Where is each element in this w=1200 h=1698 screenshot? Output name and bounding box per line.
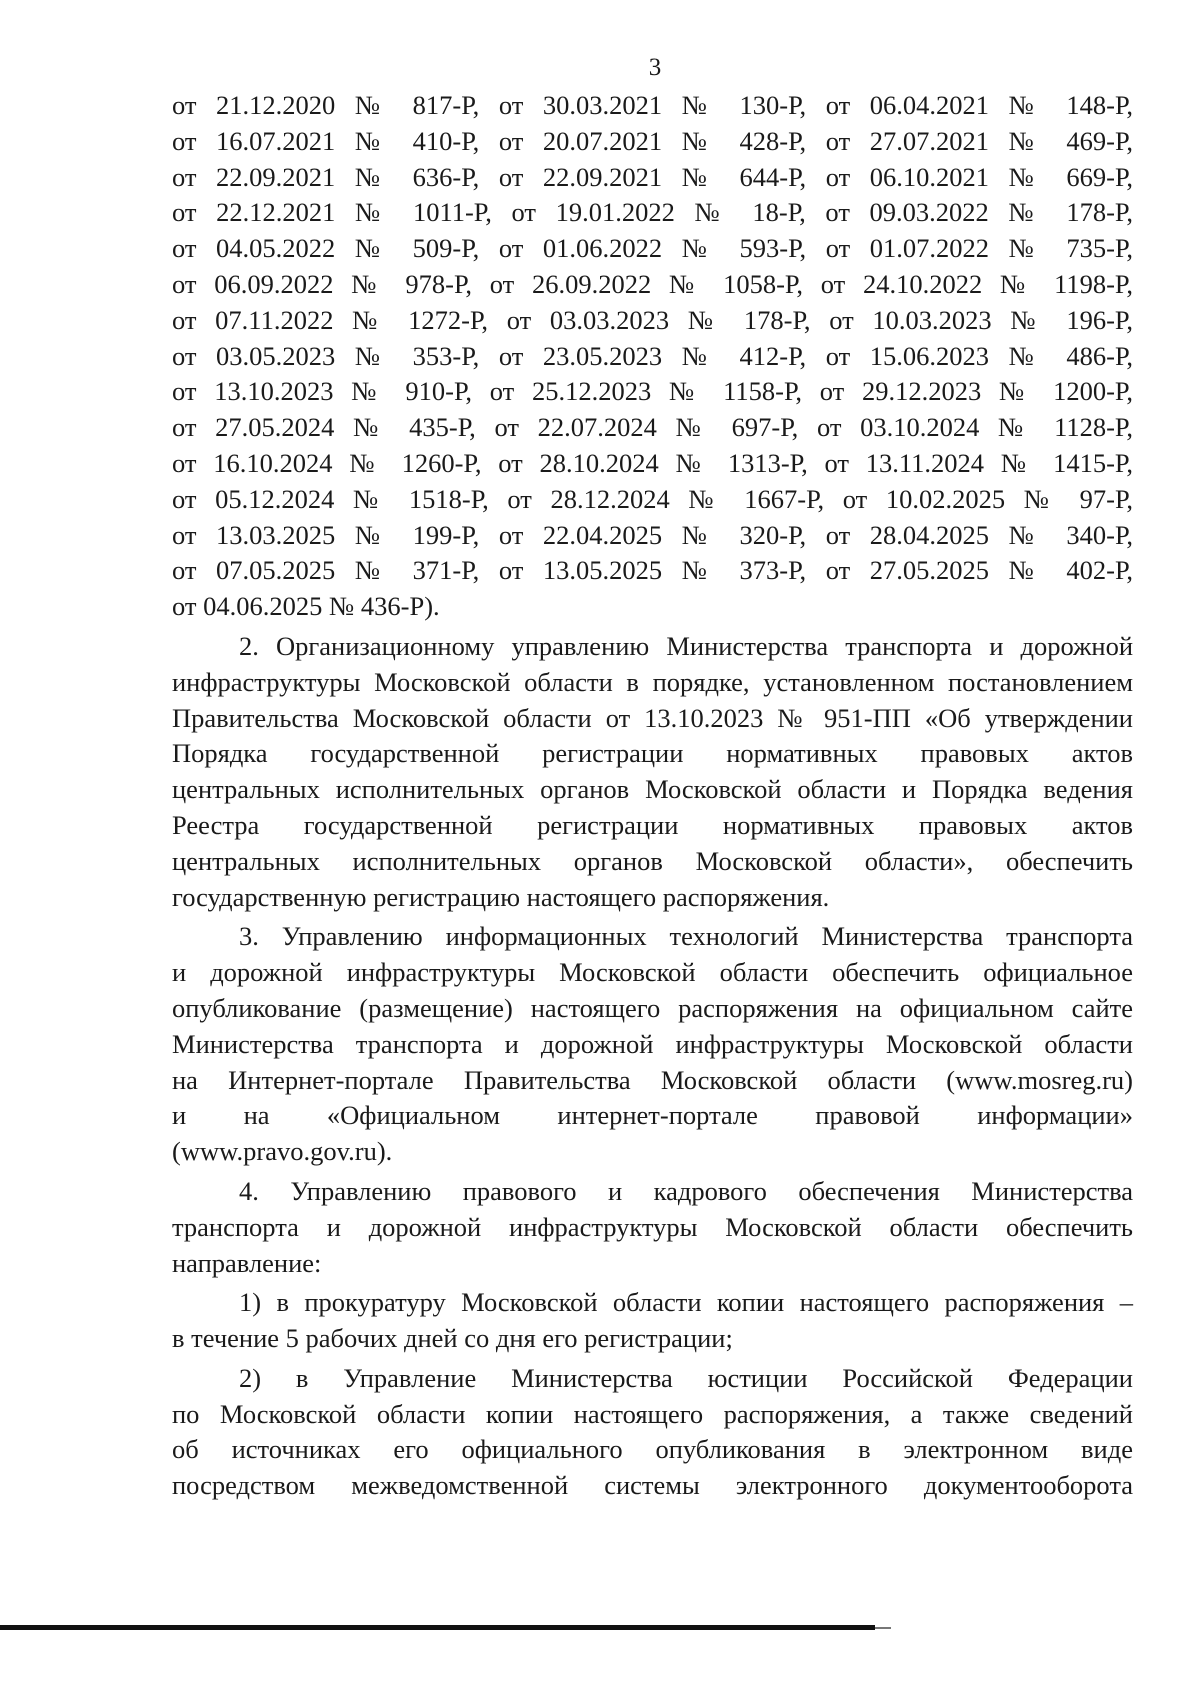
text-line: Реестра государственной регистрации нормативных правовых актов	[172, 809, 1133, 840]
text-line: от 13.03.2025 № 199-Р, от 22.04.2025 № 320-Р, от 28.04.2025 № 340-Р,	[172, 519, 1133, 550]
text-line: от 27.05.2024 № 435-Р, от 22.07.2024 № 697-Р, от 03.10.2024 № 1128-Р,	[172, 412, 1133, 443]
document-body	[172, 88, 1133, 1504]
text-line: от 22.12.2021 № 1011-Р, от 19.01.2022 № 18-Р, от 09.03.2022 № 178-Р,	[172, 197, 1133, 228]
text-line: Правительства Московской области от 13.10.2023 № 951-ПП «Об утверждении	[172, 702, 1133, 733]
text-line: в течение 5 рабочих дней со дня его регистрации;	[172, 1323, 733, 1354]
page-number: 3	[648, 54, 662, 81]
text-line: от 21.12.2020 № 817-Р, от 30.03.2021 № 130-Р, от 06.04.2021 № 148-Р,	[172, 90, 1133, 120]
text-line: от 05.12.2024 № 1518-Р, от 28.12.2024 № 1667-Р, от 10.02.2025 № 97-Р,	[172, 483, 1133, 514]
text-line: 1) в прокуратуру Московской области копии настоящего распоряжения –	[239, 1287, 1133, 1318]
text-line: и на «Официальном интернет-портале правовой информации»	[172, 1100, 1133, 1131]
text-line: по Московской области копии настоящего распоряжения, а также сведений	[172, 1398, 1133, 1429]
text-line: об источниках его официального опубликования в электронном виде	[172, 1434, 1133, 1465]
paragraph-2	[172, 629, 1133, 915]
paragraph-4-item-2	[172, 1361, 1133, 1504]
text-line: направление:	[172, 1247, 322, 1278]
text-line: и дорожной инфраструктуры Московской области обеспечить официальное	[172, 957, 1133, 988]
scan-bottom-rule-tail	[875, 1627, 891, 1629]
text-line: Министерства транспорта и дорожной инфраструктуры Московской области	[172, 1028, 1133, 1059]
text-line: от 16.07.2021 № 410-Р, от 20.07.2021 № 428-Р, от 27.07.2021 № 469-Р,	[172, 125, 1133, 156]
text-line: 2. Организационному управлению Министерства транспорта и дорожной	[239, 630, 1133, 661]
text-line: транспорта и дорожной инфраструктуры Московской области обеспечить	[172, 1211, 1133, 1242]
scan-bottom-rule	[0, 1625, 875, 1630]
text-line: инфраструктуры Московской области в порядке, установленном постановлением	[172, 666, 1133, 697]
paragraph-4	[172, 1174, 1133, 1281]
text-line: опубликование (размещение) настоящего распоряжения на официальном сайте	[172, 992, 1133, 1023]
text-line: от 22.09.2021 № 636-Р, от 22.09.2021 № 644-Р, от 06.10.2021 № 669-Р,	[172, 161, 1133, 192]
text-line: от 06.09.2022 № 978-Р, от 26.09.2022 № 1058-Р, от 24.10.2022 № 1198-Р,	[172, 268, 1133, 299]
text-line: от 16.10.2024 № 1260-Р, от 28.10.2024 № 1313-Р, от 13.11.2024 № 1415-Р,	[172, 447, 1133, 478]
text-line: посредством межведомственной системы электронного документооборота	[172, 1470, 1133, 1501]
text-line: от 04.06.2025 № 436-Р).	[172, 591, 440, 622]
text-line: государственную регистрацию настоящего распоряжения.	[172, 881, 830, 912]
text-line: от 07.11.2022 № 1272-Р, от 03.03.2023 № 178-Р, от 10.03.2023 № 196-Р,	[172, 304, 1133, 335]
text-line: от 03.05.2023 № 353-Р, от 23.05.2023 № 412-Р, от 15.06.2023 № 486-Р,	[172, 340, 1133, 371]
text-line: на Интернет-портале Правительства Московской области (www.mosreg.ru)	[172, 1064, 1133, 1095]
paragraph-orders-list	[172, 88, 1133, 625]
text-line: центральных исполнительных органов Московской области и Порядка ведения	[172, 774, 1133, 805]
text-line: 2) в Управление Министерства юстиции Российской Федерации	[239, 1362, 1133, 1393]
text-line: центральных исполнительных органов Московской области», обеспечить	[172, 845, 1133, 876]
paragraph-3	[172, 919, 1133, 1170]
text-line: от 04.05.2022 № 509-Р, от 01.06.2022 № 593-Р, от 01.07.2022 № 735-Р,	[172, 233, 1133, 264]
text-line: (www.pravo.gov.ru).	[172, 1136, 393, 1167]
text-line: от 13.10.2023 № 910-Р, от 25.12.2023 № 1158-Р, от 29.12.2023 № 1200-Р,	[172, 376, 1133, 407]
text-line: 4. Управлению правового и кадрового обеспечения Министерства	[239, 1175, 1133, 1206]
text-line: 3. Управлению информационных технологий Министерства транспорта	[239, 921, 1133, 952]
paragraph-4-item-1	[172, 1285, 1133, 1357]
text-line: от 07.05.2025 № 371-Р, от 13.05.2025 № 373-Р, от 27.05.2025 № 402-Р,	[172, 555, 1133, 586]
text-line: Порядка государственной регистрации нормативных правовых актов	[172, 738, 1133, 769]
